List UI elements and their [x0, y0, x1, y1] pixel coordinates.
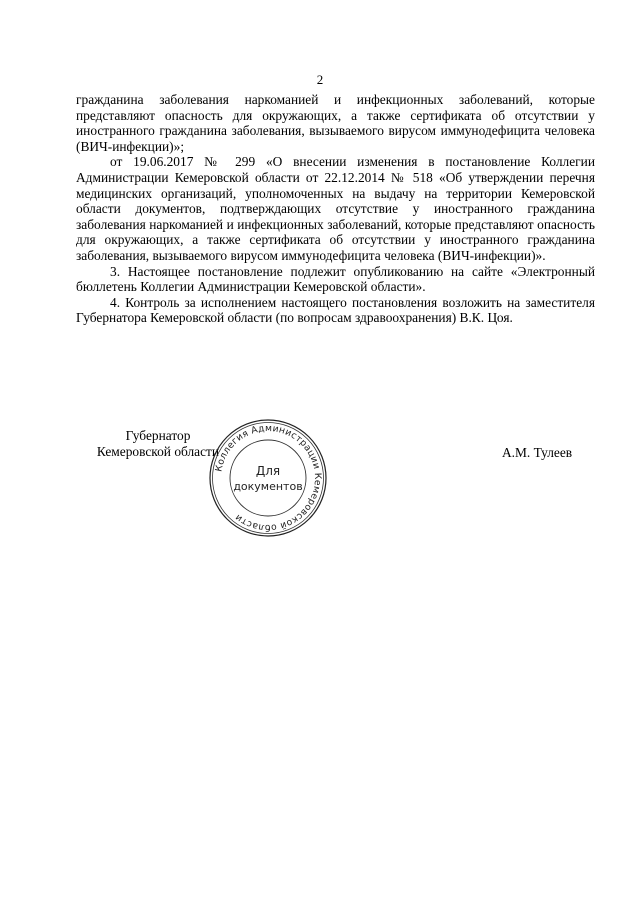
signature-title-line2: Кемеровской области — [96, 444, 220, 459]
paragraph-continuation: гражданина заболевания наркоманией и инфекционных заболеваний, которые представляют опасность для окружающих, а также сертификата об отсутствии у иностранного гражданина заболевания, вызываемого вирусом иммунодефицита человека (ВИЧ-инфекции)»; — [76, 92, 595, 154]
paragraph-resolution-299: от 19.06.2017 № 299 «О внесении изменения в постановление Коллегии Администрации Кемеровской области от 22.12.2014 № 518 «Об утверждении перечня медицинских организаций, уполномоченных на выдачу на территории Кемеровской области документов, подтверждающих отсутствие у иностранного гражданина заболевания наркоманией и инфекционных заболеваний, которые представляют опасность для окружающих, а также сертификата об отсутствии у иностранного гражданина заболевания, вызываемого вирусом иммунодефицита человека (ВИЧ-инфекции)». — [76, 154, 595, 263]
document-body — [76, 92, 595, 326]
stamp-outer-ring — [210, 420, 326, 536]
page-number: 2 — [316, 72, 324, 87]
stamp-inner-ring — [230, 440, 306, 516]
stamp-center-line1: Для — [255, 464, 281, 478]
signature-name: А.М. Тулеев — [502, 445, 573, 460]
official-stamp — [207, 417, 329, 539]
paragraph-item-3: 3. Настоящее постановление подлежит опубликованию на сайте «Электронный бюллетень Коллегии Администрации Кемеровской области». — [76, 263, 595, 295]
paragraph-item-4: 4. Контроль за исполнением настоящего постановления возложить на заместителя Губернатора Кемеровской области (по вопросам здравоохранения) В.К. Цоя. — [76, 294, 595, 326]
stamp-center-line2: документов — [233, 480, 303, 493]
stamp-ring-text: Коллегия Администрации Кемеровской области — [213, 422, 324, 534]
signature-title-line1: Губернатор — [125, 428, 191, 443]
